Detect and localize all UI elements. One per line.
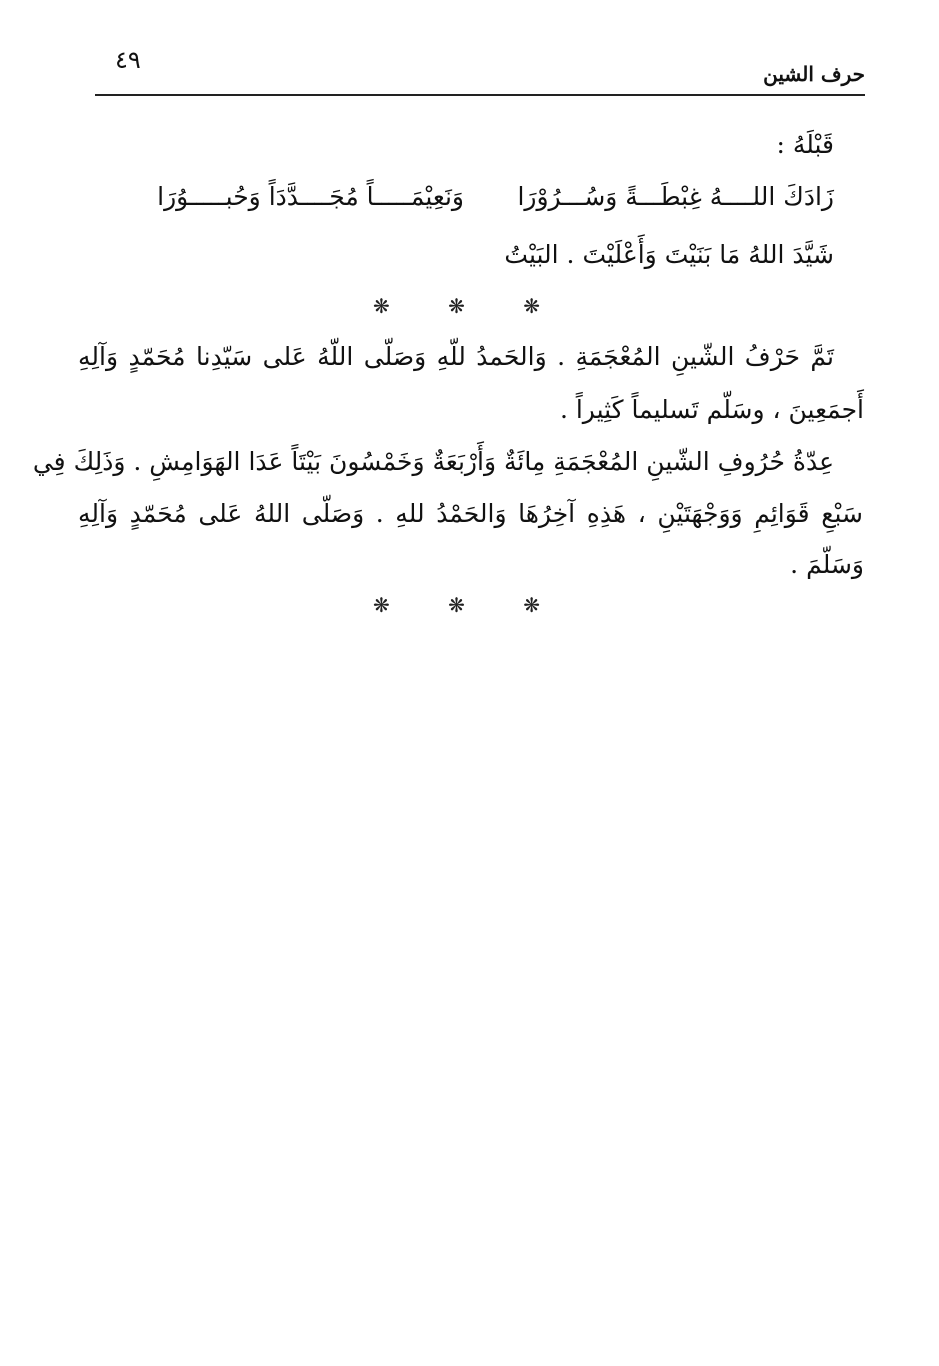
verse-1-right-hemistich: زَادَكَ اللــــهُ غِبْطَـــةً وَسُـــرُوْرَا <box>517 182 834 211</box>
verse-1-left-hemistich: وَنَعِيْمَـــــاً مُجَــــدَّدَاً وَحُبـــــوُرَا <box>157 182 464 211</box>
count-paragraph-line-2: سَبْعِ قَوَائِمِ وَوَجْهَتَيْنِ ، هَذِهِ آخِرُهَا وَالحَمْدُ للهِ . وَصَلّى اللهُ عَلى مُحَمّدٍ وَآلِهِ <box>78 499 863 528</box>
running-title: حرف الشين <box>763 62 865 86</box>
page-header <box>95 42 865 96</box>
closing-paragraph-line-2: أَجمَعِينَ ، وسَلّم تَسليماً كَثِيراً . <box>559 395 864 424</box>
page-number: ٤٩ <box>115 46 141 74</box>
closing-paragraph-line-1: تَمَّ حَرْفُ الشّينِ المُعْجَمَةِ . وَالحَمدُ للّهِ وَصَلّى اللّهُ عَلى سَيّدِنا مُحَمّدٍ وَآلِهِ <box>78 342 834 371</box>
ornament-divider-2: ❋ ❋ ❋ <box>373 593 566 617</box>
ornament-divider-1: ❋ ❋ ❋ <box>373 294 566 318</box>
verse-2: شَيَّدَ اللهُ مَا بَنَيْتَ وَأَعْلَيْتَ . البَيْتُ <box>504 240 834 269</box>
count-paragraph-line-3: وَسَلّمَ . <box>790 550 864 579</box>
count-paragraph-line-1: عِدّةُ حُرُوفِ الشّينِ المُعْجَمَةِ مِائَةٌ وَأَرْبَعَةٌ وَخَمْسُونَ بَيْتَاً عَدَا الهَوَامِشِ . وَذَلِكَ فِي <box>32 447 834 476</box>
intro-label: قَبْلَهُ : <box>776 130 834 159</box>
